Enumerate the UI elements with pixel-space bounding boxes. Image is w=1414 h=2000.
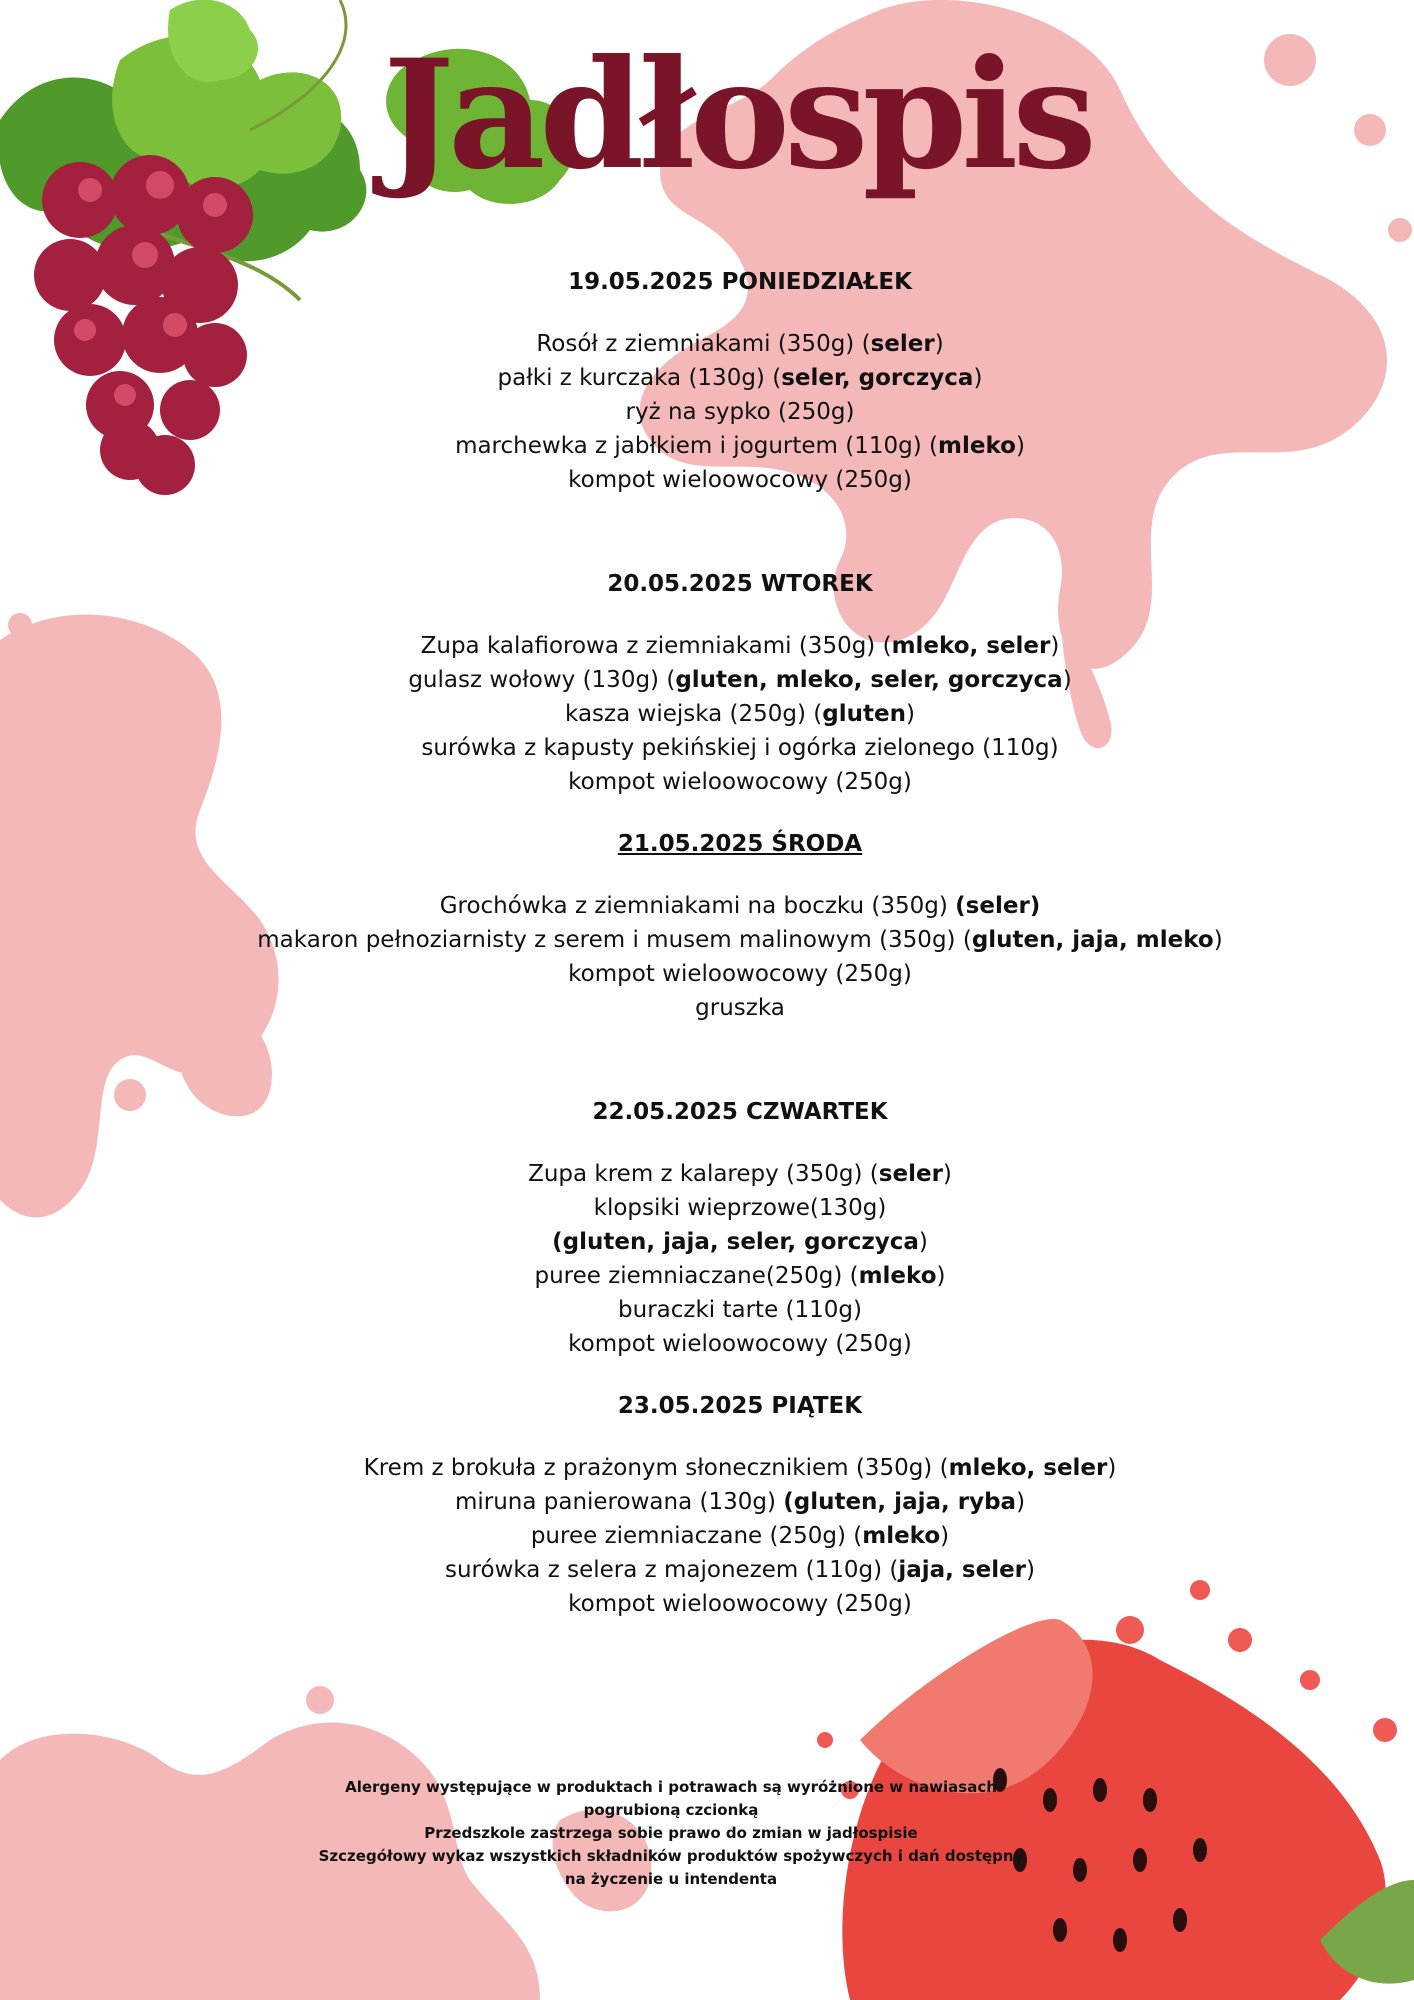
menu-item <box>0 957 1414 991</box>
menu-item <box>0 1451 1414 1485</box>
menu-item <box>0 1157 1414 1191</box>
menu-item <box>0 889 1414 923</box>
menu-item <box>0 361 1414 395</box>
dish-name: klopsiki wieprzowe(130g) <box>593 1195 887 1221</box>
dish-name: surówka z kapusty pekińskiej i ogórka zielonego (110g) <box>421 735 1059 761</box>
menu-item <box>0 663 1414 697</box>
menu-item <box>0 923 1414 957</box>
weekly-menu <box>0 265 1414 1621</box>
menu-item <box>0 697 1414 731</box>
closing-paren: ) <box>1015 433 1025 459</box>
closing-paren: ) <box>942 1161 952 1187</box>
menu-item <box>0 327 1414 361</box>
dish-name: Zupa krem z kalarepy (350g) ( <box>528 1161 879 1187</box>
day-header: 19.05.2025 PONIEDZIAŁEK <box>568 269 912 295</box>
dish-name: kompot wieloowocowy (250g) <box>568 1331 912 1357</box>
menu-item <box>0 629 1414 663</box>
menu-item <box>0 1553 1414 1587</box>
dish-name: Zupa kalafiorowa z ziemniakami (350g) ( <box>420 633 892 659</box>
menu-item <box>0 1519 1414 1553</box>
day-section <box>0 1095 1414 1361</box>
menu-item <box>0 395 1414 429</box>
dish-name: ryż na sypko (250g) <box>625 399 855 425</box>
day-header: 23.05.2025 PIĄTEK <box>617 1393 863 1419</box>
day-section <box>0 265 1414 497</box>
footer-line: pogrubioną czcionką <box>583 1801 759 1819</box>
allergens: gluten, jaja, mleko <box>971 927 1214 953</box>
allergens: seler <box>878 1161 943 1187</box>
dish-name: makaron pełnoziarnisty z serem i musem malinowym (350g) ( <box>257 927 972 953</box>
allergens: mleko <box>938 433 1016 459</box>
allergens: mleko, seler <box>948 1455 1108 1481</box>
closing-paren: ) <box>1050 633 1060 659</box>
dish-name: buraczki tarte (110g) <box>618 1297 862 1323</box>
dish-name: kompot wieloowocowy (250g) <box>568 769 912 795</box>
dish-name: gruszka <box>695 995 785 1021</box>
closing-paren: ) <box>973 365 983 391</box>
page-title: Jadłospis <box>383 27 1091 203</box>
menu-item <box>0 1191 1414 1225</box>
dish-name: miruna panierowana (130g) <box>454 1489 784 1515</box>
dish-name: puree ziemniaczane (250g) ( <box>530 1523 863 1549</box>
allergen-note <box>0 1776 1342 1891</box>
day-section <box>0 827 1414 1025</box>
dish-name: kompot wieloowocowy (250g) <box>568 467 912 493</box>
menu-item <box>0 1327 1414 1361</box>
closing-paren: ) <box>934 331 944 357</box>
allergens: (gluten, jaja, seler, gorczyca <box>552 1229 919 1255</box>
day-section <box>0 1389 1414 1621</box>
dish-name: kompot wieloowocowy (250g) <box>568 1591 912 1617</box>
dish-name: marchewka z jabłkiem i jogurtem (110g) ( <box>455 433 939 459</box>
menu-item <box>0 1293 1414 1327</box>
day-header: 20.05.2025 WTOREK <box>607 571 873 597</box>
menu-item <box>0 731 1414 765</box>
day-header: 21.05.2025 ŚRODA <box>617 831 863 857</box>
dish-name: gulasz wołowy (130g) ( <box>408 667 676 693</box>
allergens: jaja, seler <box>898 1557 1027 1583</box>
closing-paren: ) <box>936 1263 946 1289</box>
allergens: (seler) <box>955 893 1041 919</box>
allergens: (gluten, jaja, ryba <box>783 1489 1017 1515</box>
footer-line: Przedszkole zastrzega sobie prawo do zmian w jadłospisie <box>424 1824 918 1842</box>
dish-name: pałki z kurczaka (130g) ( <box>497 365 782 391</box>
day-section <box>0 567 1414 799</box>
menu-item <box>0 765 1414 799</box>
dish-name: kasza wiejska (250g) ( <box>565 701 823 727</box>
dish-name: Grochówka z ziemniakami na boczku (350g) <box>439 893 956 919</box>
closing-paren: ) <box>905 701 915 727</box>
menu-item <box>0 1485 1414 1519</box>
dish-name: puree ziemniaczane(250g) ( <box>534 1263 859 1289</box>
allergens: seler <box>870 331 935 357</box>
allergens: gluten <box>822 701 906 727</box>
closing-paren: ) <box>1062 667 1072 693</box>
menu-item <box>0 463 1414 497</box>
day-header: 22.05.2025 CZWARTEK <box>592 1099 888 1125</box>
menu-item <box>0 429 1414 463</box>
footer-line: na życzenie u intendenta <box>564 1870 778 1888</box>
closing-paren: ) <box>1213 927 1223 953</box>
footer-line: Alergeny występujące w produktach i potrawach są wyróżnione w nawiasach <box>345 1778 997 1796</box>
footer-line: Szczegółowy wykaz wszystkich składników produktów spożywczych i dań dostępny <box>318 1847 1024 1865</box>
closing-paren: ) <box>1107 1455 1117 1481</box>
menu-item <box>0 991 1414 1025</box>
menu-item <box>0 1259 1414 1293</box>
menu-item <box>0 1225 1414 1259</box>
dish-name: kompot wieloowocowy (250g) <box>568 961 912 987</box>
closing-paren: ) <box>940 1523 950 1549</box>
dish-name: Krem z brokuła z prażonym słonecznikiem (350g) ( <box>363 1455 949 1481</box>
closing-paren: ) <box>1016 1489 1026 1515</box>
allergens: mleko <box>858 1263 937 1289</box>
allergens: mleko, seler <box>891 633 1051 659</box>
closing-paren: ) <box>918 1229 928 1255</box>
dish-name: Rosół z ziemniakami (350g) ( <box>536 331 871 357</box>
allergens: seler, gorczyca <box>781 365 974 391</box>
dish-name: surówka z selera z majonezem (110g) ( <box>444 1557 899 1583</box>
closing-paren: ) <box>1026 1557 1036 1583</box>
allergens: mleko <box>862 1523 941 1549</box>
allergens: gluten, mleko, seler, gorczyca <box>675 667 1063 693</box>
menu-item <box>0 1587 1414 1621</box>
